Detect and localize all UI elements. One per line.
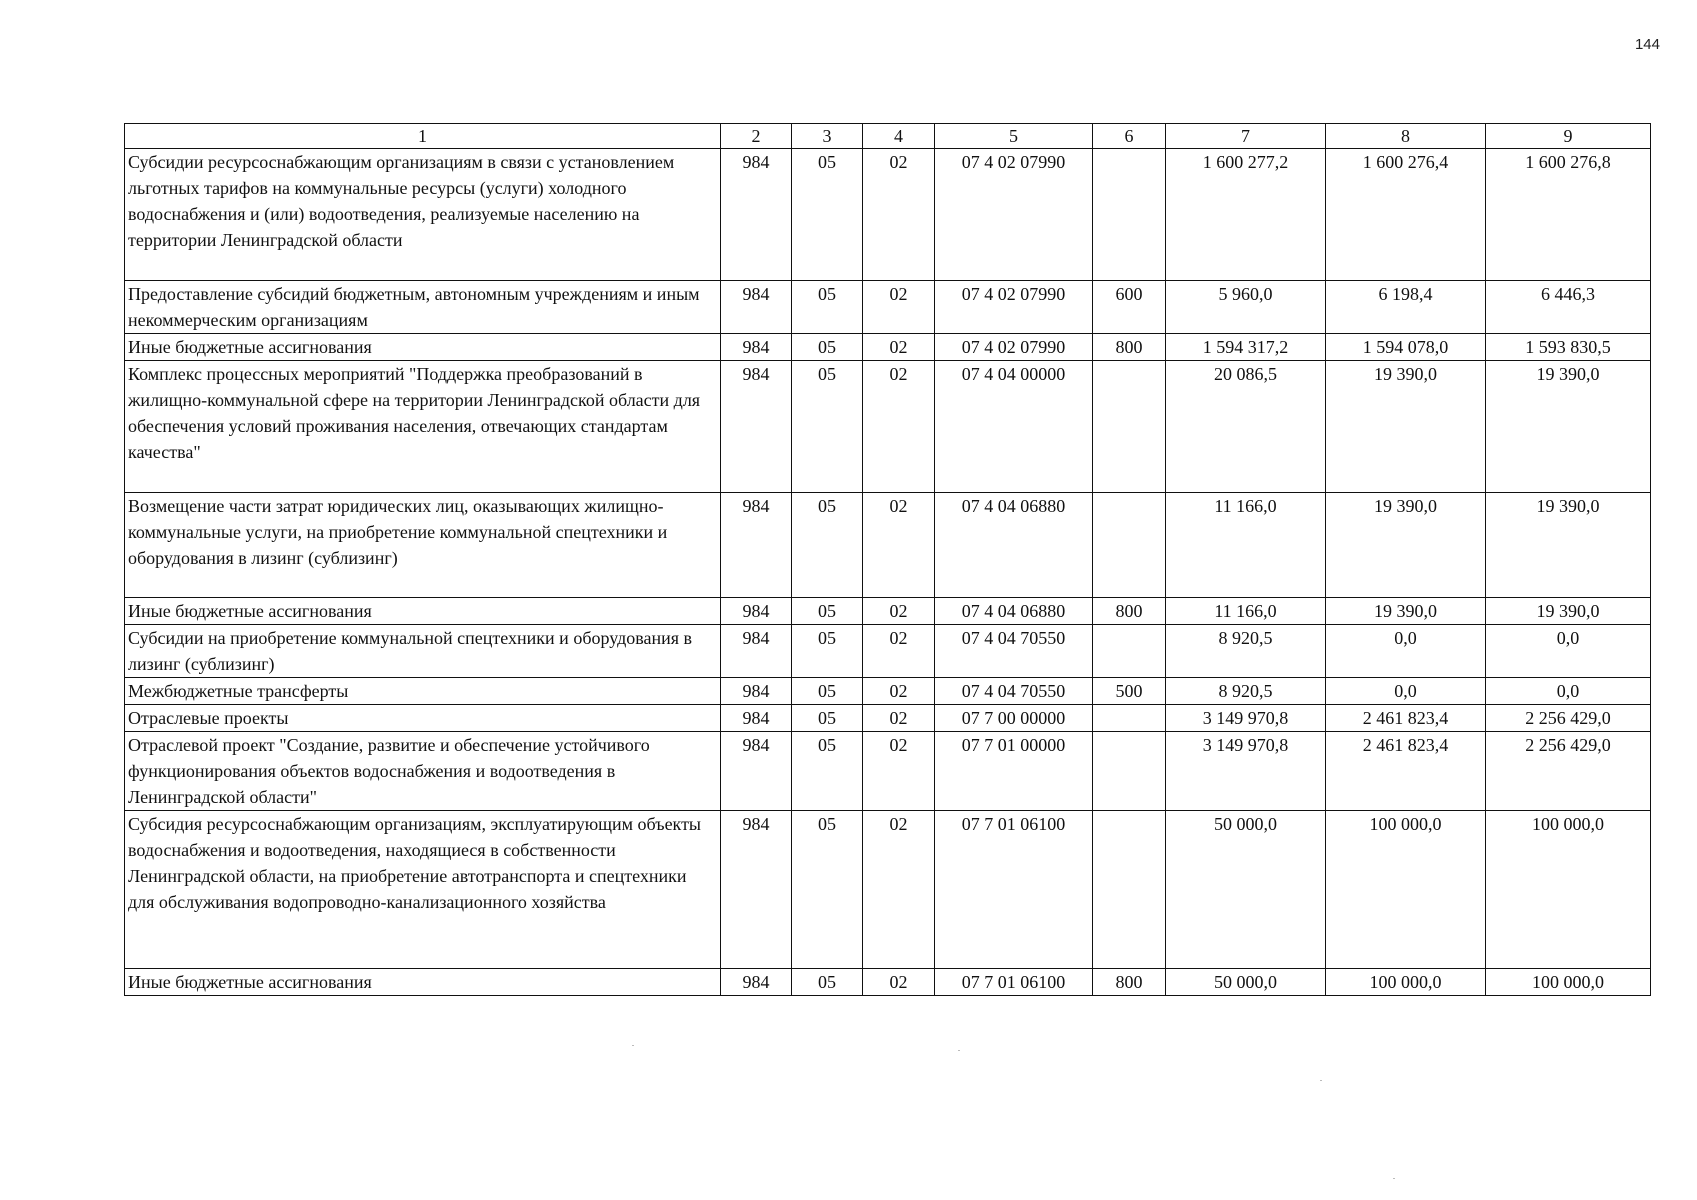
row-expense-type bbox=[1093, 361, 1166, 493]
table-row bbox=[125, 811, 1651, 969]
row-expense-type: 800 bbox=[1093, 598, 1166, 625]
row-name: Отраслевые проекты bbox=[125, 705, 721, 732]
table-row bbox=[125, 334, 1651, 361]
row-section: 05 bbox=[792, 625, 863, 678]
row-admin-code: 984 bbox=[721, 732, 792, 811]
row-admin-code: 984 bbox=[721, 678, 792, 705]
row-target-article: 07 4 02 07990 bbox=[935, 149, 1093, 281]
row-admin-code: 984 bbox=[721, 705, 792, 732]
table-row bbox=[125, 493, 1651, 598]
table-row bbox=[125, 361, 1651, 493]
row-amount-col8: 19 390,0 bbox=[1326, 361, 1486, 493]
row-target-article: 07 4 04 00000 bbox=[935, 361, 1093, 493]
row-name: Комплекс процессных мероприятий "Поддержка преобразований в жилищно-коммунальной сфере на территории Ленинградской области для обеспечения условий проживания населения, отвечающих стандартам качества" bbox=[125, 361, 721, 493]
row-amount-col9: 1 600 276,8 bbox=[1486, 149, 1651, 281]
row-subsection: 02 bbox=[863, 361, 935, 493]
column-header-1: 1 bbox=[125, 124, 721, 149]
row-admin-code: 984 bbox=[721, 149, 792, 281]
row-amount-col9: 100 000,0 bbox=[1486, 811, 1651, 969]
row-section: 05 bbox=[792, 361, 863, 493]
page-number: 144 bbox=[1634, 36, 1660, 53]
row-subsection: 02 bbox=[863, 969, 935, 996]
row-amount-col7: 1 594 317,2 bbox=[1166, 334, 1326, 361]
row-admin-code: 984 bbox=[721, 334, 792, 361]
budget-table bbox=[124, 123, 1651, 996]
row-admin-code: 984 bbox=[721, 281, 792, 334]
row-expense-type bbox=[1093, 625, 1166, 678]
row-amount-col9: 1 593 830,5 bbox=[1486, 334, 1651, 361]
row-amount-col8: 100 000,0 bbox=[1326, 969, 1486, 996]
scan-speck bbox=[1320, 1080, 1322, 1081]
row-name: Иные бюджетные ассигнования bbox=[125, 969, 721, 996]
row-admin-code: 984 bbox=[721, 969, 792, 996]
row-expense-type bbox=[1093, 705, 1166, 732]
table-row bbox=[125, 281, 1651, 334]
row-expense-type: 600 bbox=[1093, 281, 1166, 334]
row-name: Межбюджетные трансферты bbox=[125, 678, 721, 705]
row-amount-col9: 19 390,0 bbox=[1486, 598, 1651, 625]
column-header-2: 2 bbox=[721, 124, 792, 149]
row-section: 05 bbox=[792, 281, 863, 334]
row-subsection: 02 bbox=[863, 598, 935, 625]
row-admin-code: 984 bbox=[721, 361, 792, 493]
row-subsection: 02 bbox=[863, 149, 935, 281]
row-admin-code: 984 bbox=[721, 598, 792, 625]
row-amount-col7: 3 149 970,8 bbox=[1166, 705, 1326, 732]
row-amount-col7: 11 166,0 bbox=[1166, 493, 1326, 598]
row-name: Предоставление субсидий бюджетным, автономным учреждениям и иным некоммерческим организациям bbox=[125, 281, 721, 334]
row-target-article: 07 7 00 00000 bbox=[935, 705, 1093, 732]
row-amount-col9: 100 000,0 bbox=[1486, 969, 1651, 996]
row-section: 05 bbox=[792, 493, 863, 598]
row-target-article: 07 4 02 07990 bbox=[935, 281, 1093, 334]
row-amount-col9: 2 256 429,0 bbox=[1486, 732, 1651, 811]
row-section: 05 bbox=[792, 811, 863, 969]
row-target-article: 07 7 01 00000 bbox=[935, 732, 1093, 811]
row-expense-type: 800 bbox=[1093, 334, 1166, 361]
row-amount-col8: 1 600 276,4 bbox=[1326, 149, 1486, 281]
row-subsection: 02 bbox=[863, 281, 935, 334]
row-expense-type bbox=[1093, 493, 1166, 598]
row-name: Иные бюджетные ассигнования bbox=[125, 334, 721, 361]
row-amount-col9: 0,0 bbox=[1486, 625, 1651, 678]
table-row bbox=[125, 678, 1651, 705]
table-row bbox=[125, 598, 1651, 625]
table-row bbox=[125, 705, 1651, 732]
row-admin-code: 984 bbox=[721, 811, 792, 969]
row-subsection: 02 bbox=[863, 678, 935, 705]
row-amount-col9: 6 446,3 bbox=[1486, 281, 1651, 334]
row-target-article: 07 4 02 07990 bbox=[935, 334, 1093, 361]
row-amount-col8: 1 594 078,0 bbox=[1326, 334, 1486, 361]
row-amount-col8: 100 000,0 bbox=[1326, 811, 1486, 969]
row-name: Иные бюджетные ассигнования bbox=[125, 598, 721, 625]
row-amount-col7: 50 000,0 bbox=[1166, 811, 1326, 969]
row-expense-type bbox=[1093, 811, 1166, 969]
row-amount-col7: 8 920,5 bbox=[1166, 625, 1326, 678]
row-section: 05 bbox=[792, 334, 863, 361]
row-section: 05 bbox=[792, 678, 863, 705]
row-subsection: 02 bbox=[863, 732, 935, 811]
row-name: Отраслевой проект "Создание, развитие и обеспечение устойчивого функционирования объектов водоснабжения и водоотведения в Ленинградской области" bbox=[125, 732, 721, 811]
row-section: 05 bbox=[792, 705, 863, 732]
row-amount-col9: 19 390,0 bbox=[1486, 361, 1651, 493]
scan-speck bbox=[632, 1045, 634, 1046]
row-name: Субсидия ресурсоснабжающим организациям, эксплуатирующим объекты водоснабжения и водоотведения, находящиеся в собственности Ленинградской области, на приобретение автотранспорта и спецтехники для обслуживания водопроводно-канализационного хозяйства bbox=[125, 811, 721, 969]
row-target-article: 07 7 01 06100 bbox=[935, 969, 1093, 996]
row-name: Субсидии на приобретение коммунальной спецтехники и оборудования в лизинг (сублизинг) bbox=[125, 625, 721, 678]
row-amount-col9: 2 256 429,0 bbox=[1486, 705, 1651, 732]
row-amount-col8: 6 198,4 bbox=[1326, 281, 1486, 334]
row-amount-col7: 1 600 277,2 bbox=[1166, 149, 1326, 281]
row-target-article: 07 4 04 06880 bbox=[935, 598, 1093, 625]
row-name: Субсидии ресурсоснабжающим организациям в связи с установлением льготных тарифов на коммунальные ресурсы (услуги) холодного водоснабжения и (или) водоотведения, реализуемые населению на территории Ленинградской области bbox=[125, 149, 721, 281]
row-admin-code: 984 bbox=[721, 493, 792, 598]
row-amount-col8: 19 390,0 bbox=[1326, 598, 1486, 625]
column-header-4: 4 bbox=[863, 124, 935, 149]
column-header-9: 9 bbox=[1486, 124, 1651, 149]
row-target-article: 07 4 04 06880 bbox=[935, 493, 1093, 598]
row-subsection: 02 bbox=[863, 625, 935, 678]
row-amount-col9: 19 390,0 bbox=[1486, 493, 1651, 598]
row-amount-col8: 0,0 bbox=[1326, 625, 1486, 678]
row-amount-col7: 11 166,0 bbox=[1166, 598, 1326, 625]
row-name: Возмещение части затрат юридических лиц, оказывающих жилищно-коммунальные услуги, на приобретение коммунальной спецтехники и оборудования в лизинг (сублизинг) bbox=[125, 493, 721, 598]
row-section: 05 bbox=[792, 149, 863, 281]
row-section: 05 bbox=[792, 732, 863, 811]
row-subsection: 02 bbox=[863, 334, 935, 361]
table-header-row bbox=[125, 124, 1651, 149]
row-section: 05 bbox=[792, 598, 863, 625]
column-header-8: 8 bbox=[1326, 124, 1486, 149]
row-section: 05 bbox=[792, 969, 863, 996]
column-header-6: 6 bbox=[1093, 124, 1166, 149]
column-header-3: 3 bbox=[792, 124, 863, 149]
row-amount-col8: 0,0 bbox=[1326, 678, 1486, 705]
row-target-article: 07 4 04 70550 bbox=[935, 678, 1093, 705]
table-row bbox=[125, 969, 1651, 996]
row-amount-col7: 50 000,0 bbox=[1166, 969, 1326, 996]
row-amount-col8: 2 461 823,4 bbox=[1326, 705, 1486, 732]
table-row bbox=[125, 732, 1651, 811]
row-admin-code: 984 bbox=[721, 625, 792, 678]
row-amount-col8: 19 390,0 bbox=[1326, 493, 1486, 598]
table-row bbox=[125, 149, 1651, 281]
row-subsection: 02 bbox=[863, 811, 935, 969]
row-amount-col7: 5 960,0 bbox=[1166, 281, 1326, 334]
row-amount-col8: 2 461 823,4 bbox=[1326, 732, 1486, 811]
row-expense-type bbox=[1093, 732, 1166, 811]
table-row bbox=[125, 625, 1651, 678]
row-expense-type: 800 bbox=[1093, 969, 1166, 996]
row-amount-col9: 0,0 bbox=[1486, 678, 1651, 705]
row-target-article: 07 7 01 06100 bbox=[935, 811, 1093, 969]
column-header-7: 7 bbox=[1166, 124, 1326, 149]
scan-speck bbox=[1393, 1178, 1395, 1179]
row-amount-col7: 3 149 970,8 bbox=[1166, 732, 1326, 811]
row-expense-type: 500 bbox=[1093, 678, 1166, 705]
scan-speck bbox=[958, 1050, 960, 1051]
column-header-5: 5 bbox=[935, 124, 1093, 149]
row-expense-type bbox=[1093, 149, 1166, 281]
row-subsection: 02 bbox=[863, 705, 935, 732]
row-amount-col7: 20 086,5 bbox=[1166, 361, 1326, 493]
row-amount-col7: 8 920,5 bbox=[1166, 678, 1326, 705]
row-subsection: 02 bbox=[863, 493, 935, 598]
row-target-article: 07 4 04 70550 bbox=[935, 625, 1093, 678]
